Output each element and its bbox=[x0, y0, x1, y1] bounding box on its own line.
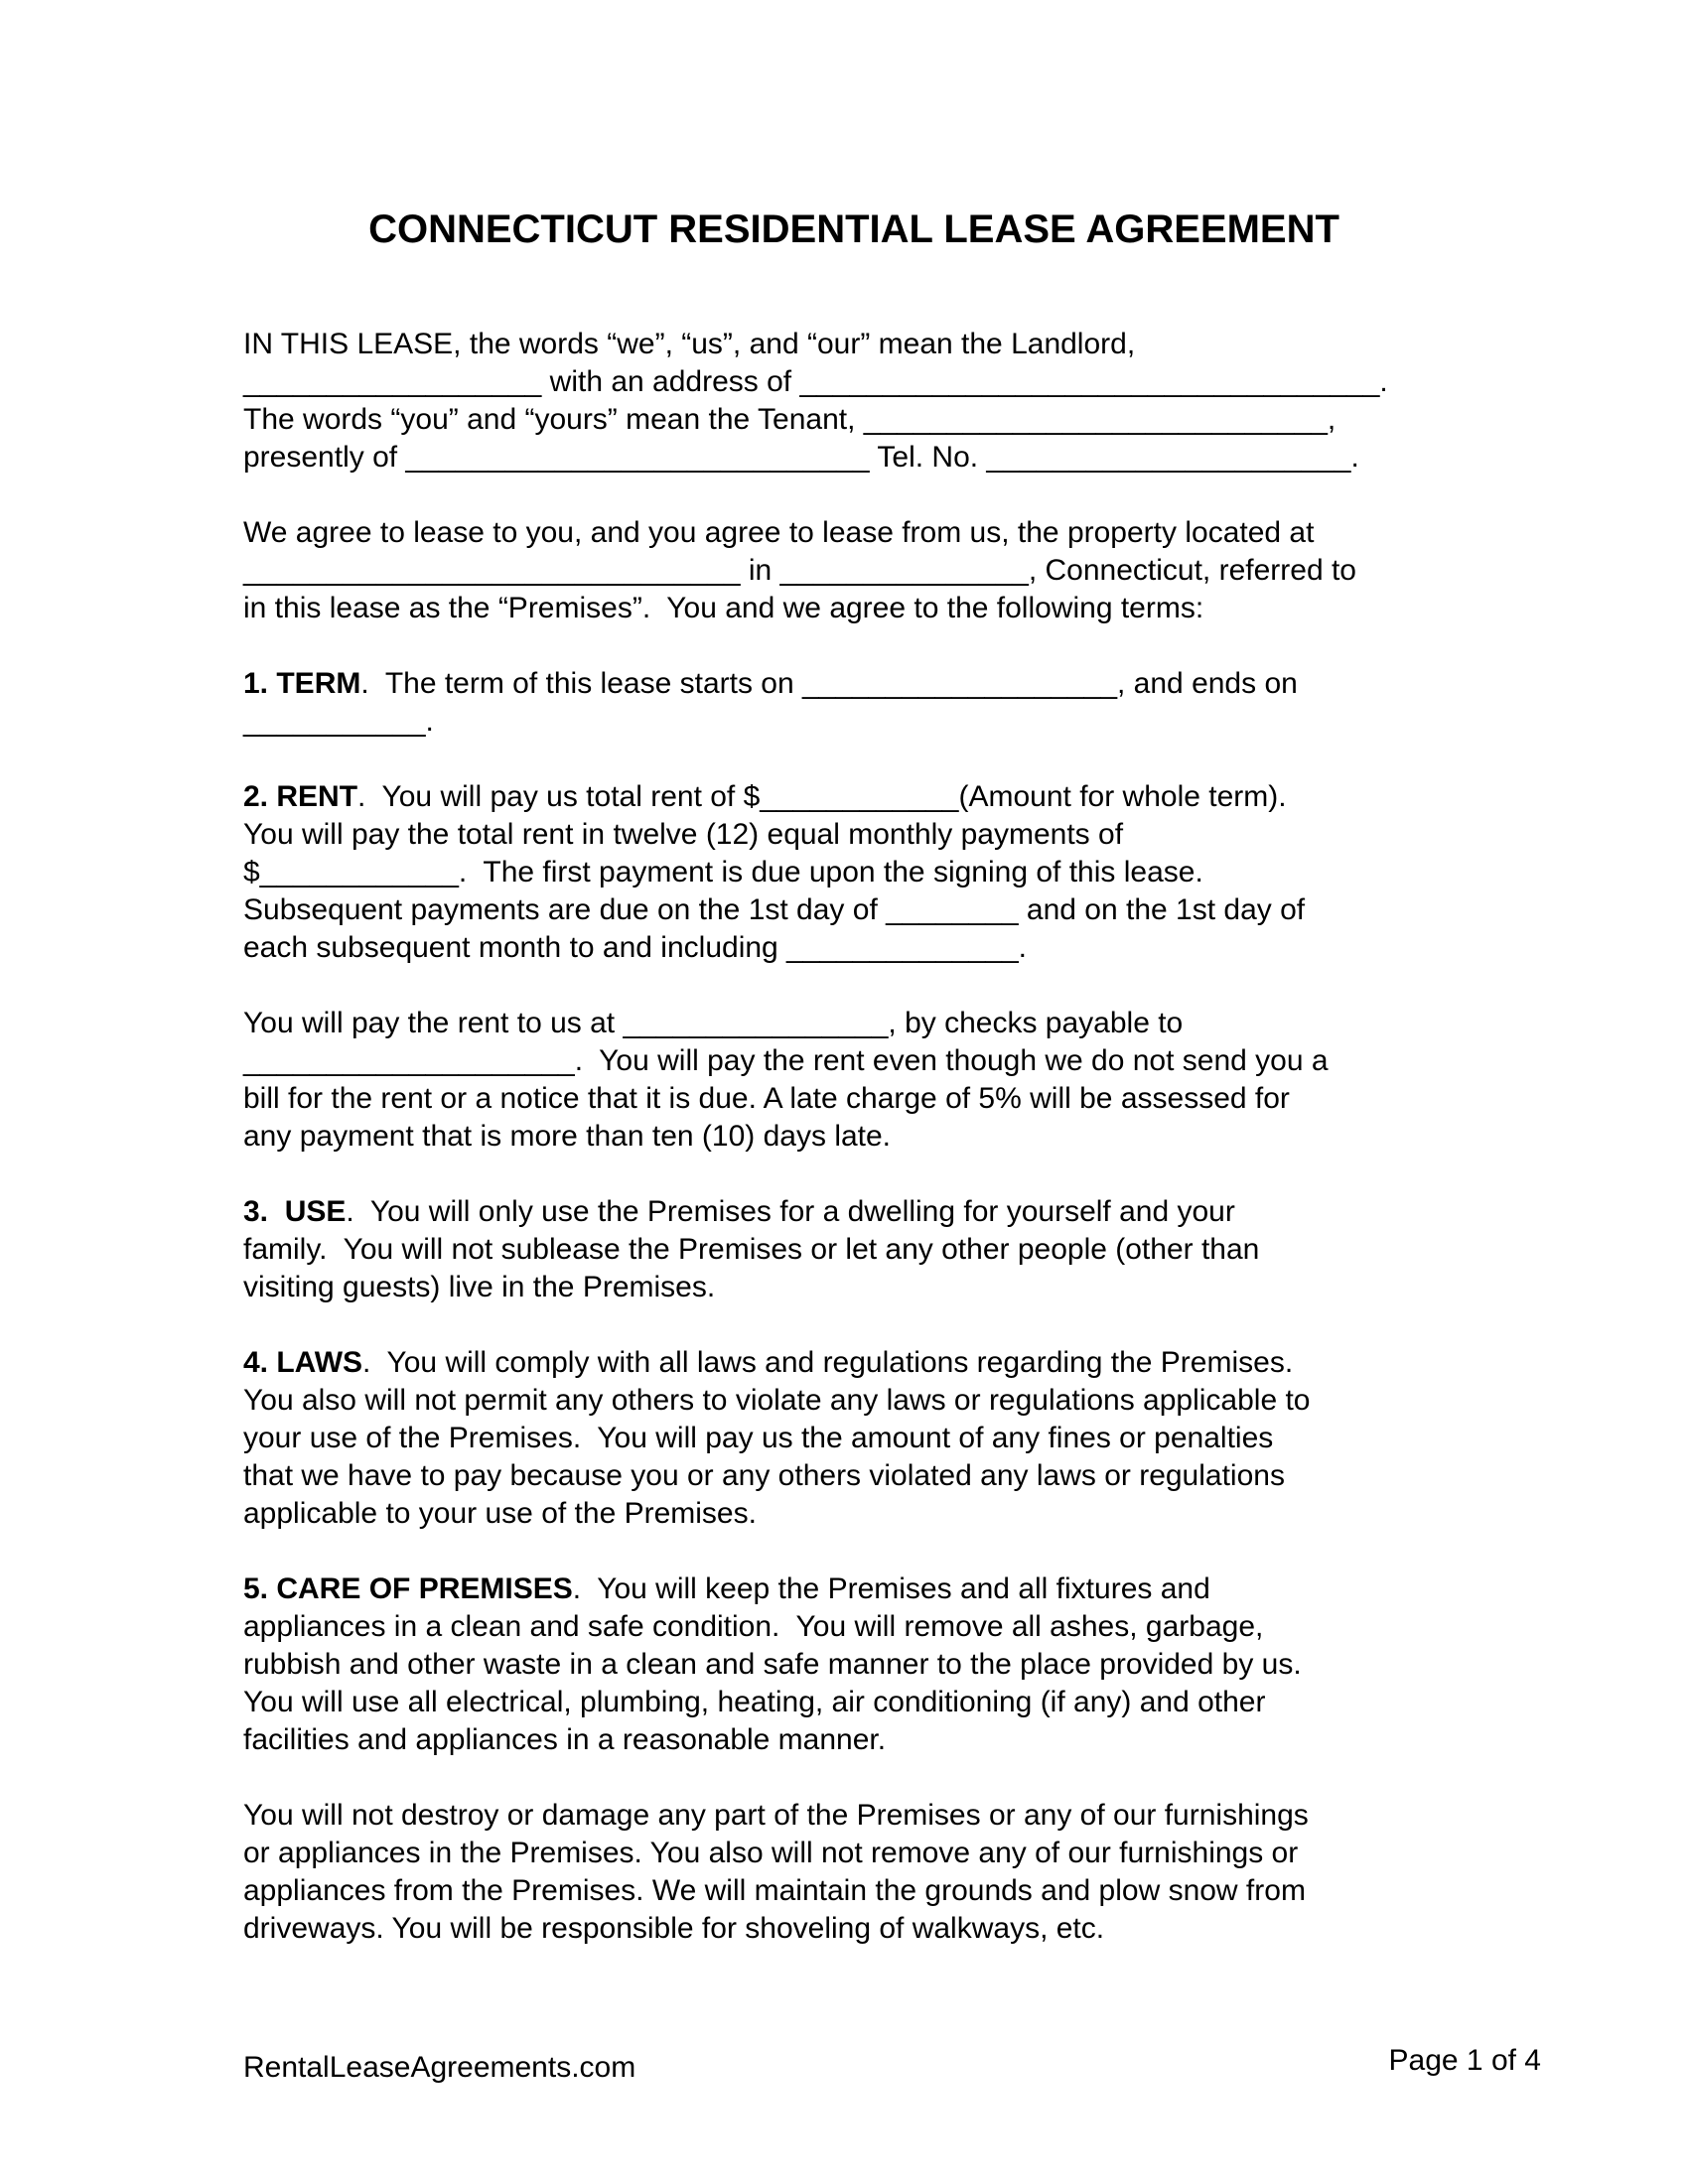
text-line: bill for the rent or a notice that it is due. A late charge of 5% will be assessed for bbox=[243, 1082, 1290, 1115]
text-line: appliances in a clean and safe condition. You will remove all ashes, garbage, bbox=[243, 1610, 1264, 1643]
text-line: driveways. You will be responsible for shoveling of walkways, etc. bbox=[243, 1912, 1105, 1945]
section-care-of-premises bbox=[243, 1570, 1465, 1759]
text-line: ______________________________ in _______________, Connecticut, referred to bbox=[243, 554, 1356, 587]
text-line: You also will not permit any others to violate any laws or regulations applicable to bbox=[243, 1384, 1311, 1417]
text-run: . You will only use the Premises for a dwelling for yourself and your bbox=[346, 1195, 1235, 1228]
section-laws bbox=[243, 1344, 1465, 1533]
text-run: . You will pay us total rent of $____________(Amount for whole term). bbox=[357, 780, 1287, 813]
text-run: . The term of this lease starts on ___________________, and ends on bbox=[360, 667, 1298, 700]
text-line: Subsequent payments are due on the 1st day of ________ and on the 1st day of bbox=[243, 893, 1306, 926]
section-use-heading: 3. USE bbox=[243, 1195, 347, 1228]
text-line bbox=[243, 665, 1465, 703]
text-line: family. You will not sublease the Premises or let any other people (other than bbox=[243, 1233, 1260, 1266]
document-content bbox=[243, 206, 1465, 1985]
text-line: ____________________. You will pay the rent even though we do not send you a bbox=[243, 1044, 1329, 1077]
text-run: . You will keep the Premises and all fixtures and bbox=[572, 1572, 1210, 1605]
text-line: your use of the Premises. You will pay us the amount of any fines or penalties bbox=[243, 1422, 1274, 1454]
text-line: We agree to lease to you, and you agree to lease from us, the property located at bbox=[243, 516, 1315, 549]
section-term bbox=[243, 665, 1465, 741]
text-line: You will not destroy or damage any part of the Premises or any of our furnishings bbox=[243, 1799, 1309, 1832]
paragraph-intro bbox=[243, 326, 1465, 477]
text-line: ___________. bbox=[243, 705, 434, 738]
text-line: any payment that is more than ten (10) days late. bbox=[243, 1120, 892, 1153]
text-line: visiting guests) live in the Premises. bbox=[243, 1271, 716, 1303]
text-line: $____________. The first payment is due upon the signing of this lease. bbox=[243, 856, 1203, 888]
paragraph-rent-payment bbox=[243, 1005, 1465, 1156]
text-line: IN THIS LEASE, the words “we”, “us”, and “our” mean the Landlord, bbox=[243, 328, 1136, 360]
page-title: CONNECTICUT RESIDENTIAL LEASE AGREEMENT bbox=[368, 207, 1339, 251]
section-laws-heading: 4. LAWS bbox=[243, 1346, 363, 1379]
text-line: facilities and appliances in a reasonable manner. bbox=[243, 1723, 887, 1756]
text-line bbox=[243, 778, 1465, 816]
paragraph-property bbox=[243, 514, 1465, 627]
text-line: appliances from the Premises. We will maintain the grounds and plow snow from bbox=[243, 1874, 1306, 1907]
paragraph-damage bbox=[243, 1797, 1465, 1948]
text-line: The words “you” and “yours” mean the Tenant, ____________________________, bbox=[243, 403, 1336, 436]
section-rent-heading: 2. RENT bbox=[243, 780, 358, 813]
text-line bbox=[243, 1193, 1465, 1231]
section-use bbox=[243, 1193, 1465, 1306]
section-term-heading: 1. TERM bbox=[243, 667, 361, 700]
footer-site-name: RentalLeaseAgreements.com bbox=[243, 2051, 636, 2084]
text-line: You will pay the total rent in twelve (12) equal monthly payments of bbox=[243, 818, 1124, 851]
text-line: rubbish and other waste in a clean and safe manner to the place provided by us. bbox=[243, 1648, 1302, 1681]
text-line bbox=[243, 1344, 1465, 1382]
page-footer bbox=[243, 2043, 1541, 2086]
text-line: each subsequent month to and including ______________. bbox=[243, 931, 1027, 964]
text-line: presently of ____________________________ Tel. No. ______________________. bbox=[243, 441, 1359, 474]
text-line: You will use all electrical, plumbing, heating, air conditioning (if any) and other bbox=[243, 1686, 1266, 1718]
footer-page-number: Page 1 of 4 bbox=[1388, 2044, 1541, 2077]
text-line: __________________ with an address of ___________________________________. bbox=[243, 365, 1388, 398]
text-line: that we have to pay because you or any others violated any laws or regulations bbox=[243, 1459, 1285, 1492]
text-line: in this lease as the “Premises”. You and we agree to the following terms: bbox=[243, 592, 1204, 624]
section-care-heading: 5. CARE OF PREMISES bbox=[243, 1572, 573, 1605]
text-run: . You will comply with all laws and regulations regarding the Premises. bbox=[362, 1346, 1294, 1379]
text-line: You will pay the rent to us at ________________, by checks payable to bbox=[243, 1007, 1184, 1039]
text-line: or appliances in the Premises. You also will not remove any of our furnishings or bbox=[243, 1837, 1299, 1869]
text-line: applicable to your use of the Premises. bbox=[243, 1497, 757, 1530]
text-line bbox=[243, 1570, 1465, 1608]
section-rent bbox=[243, 778, 1465, 967]
